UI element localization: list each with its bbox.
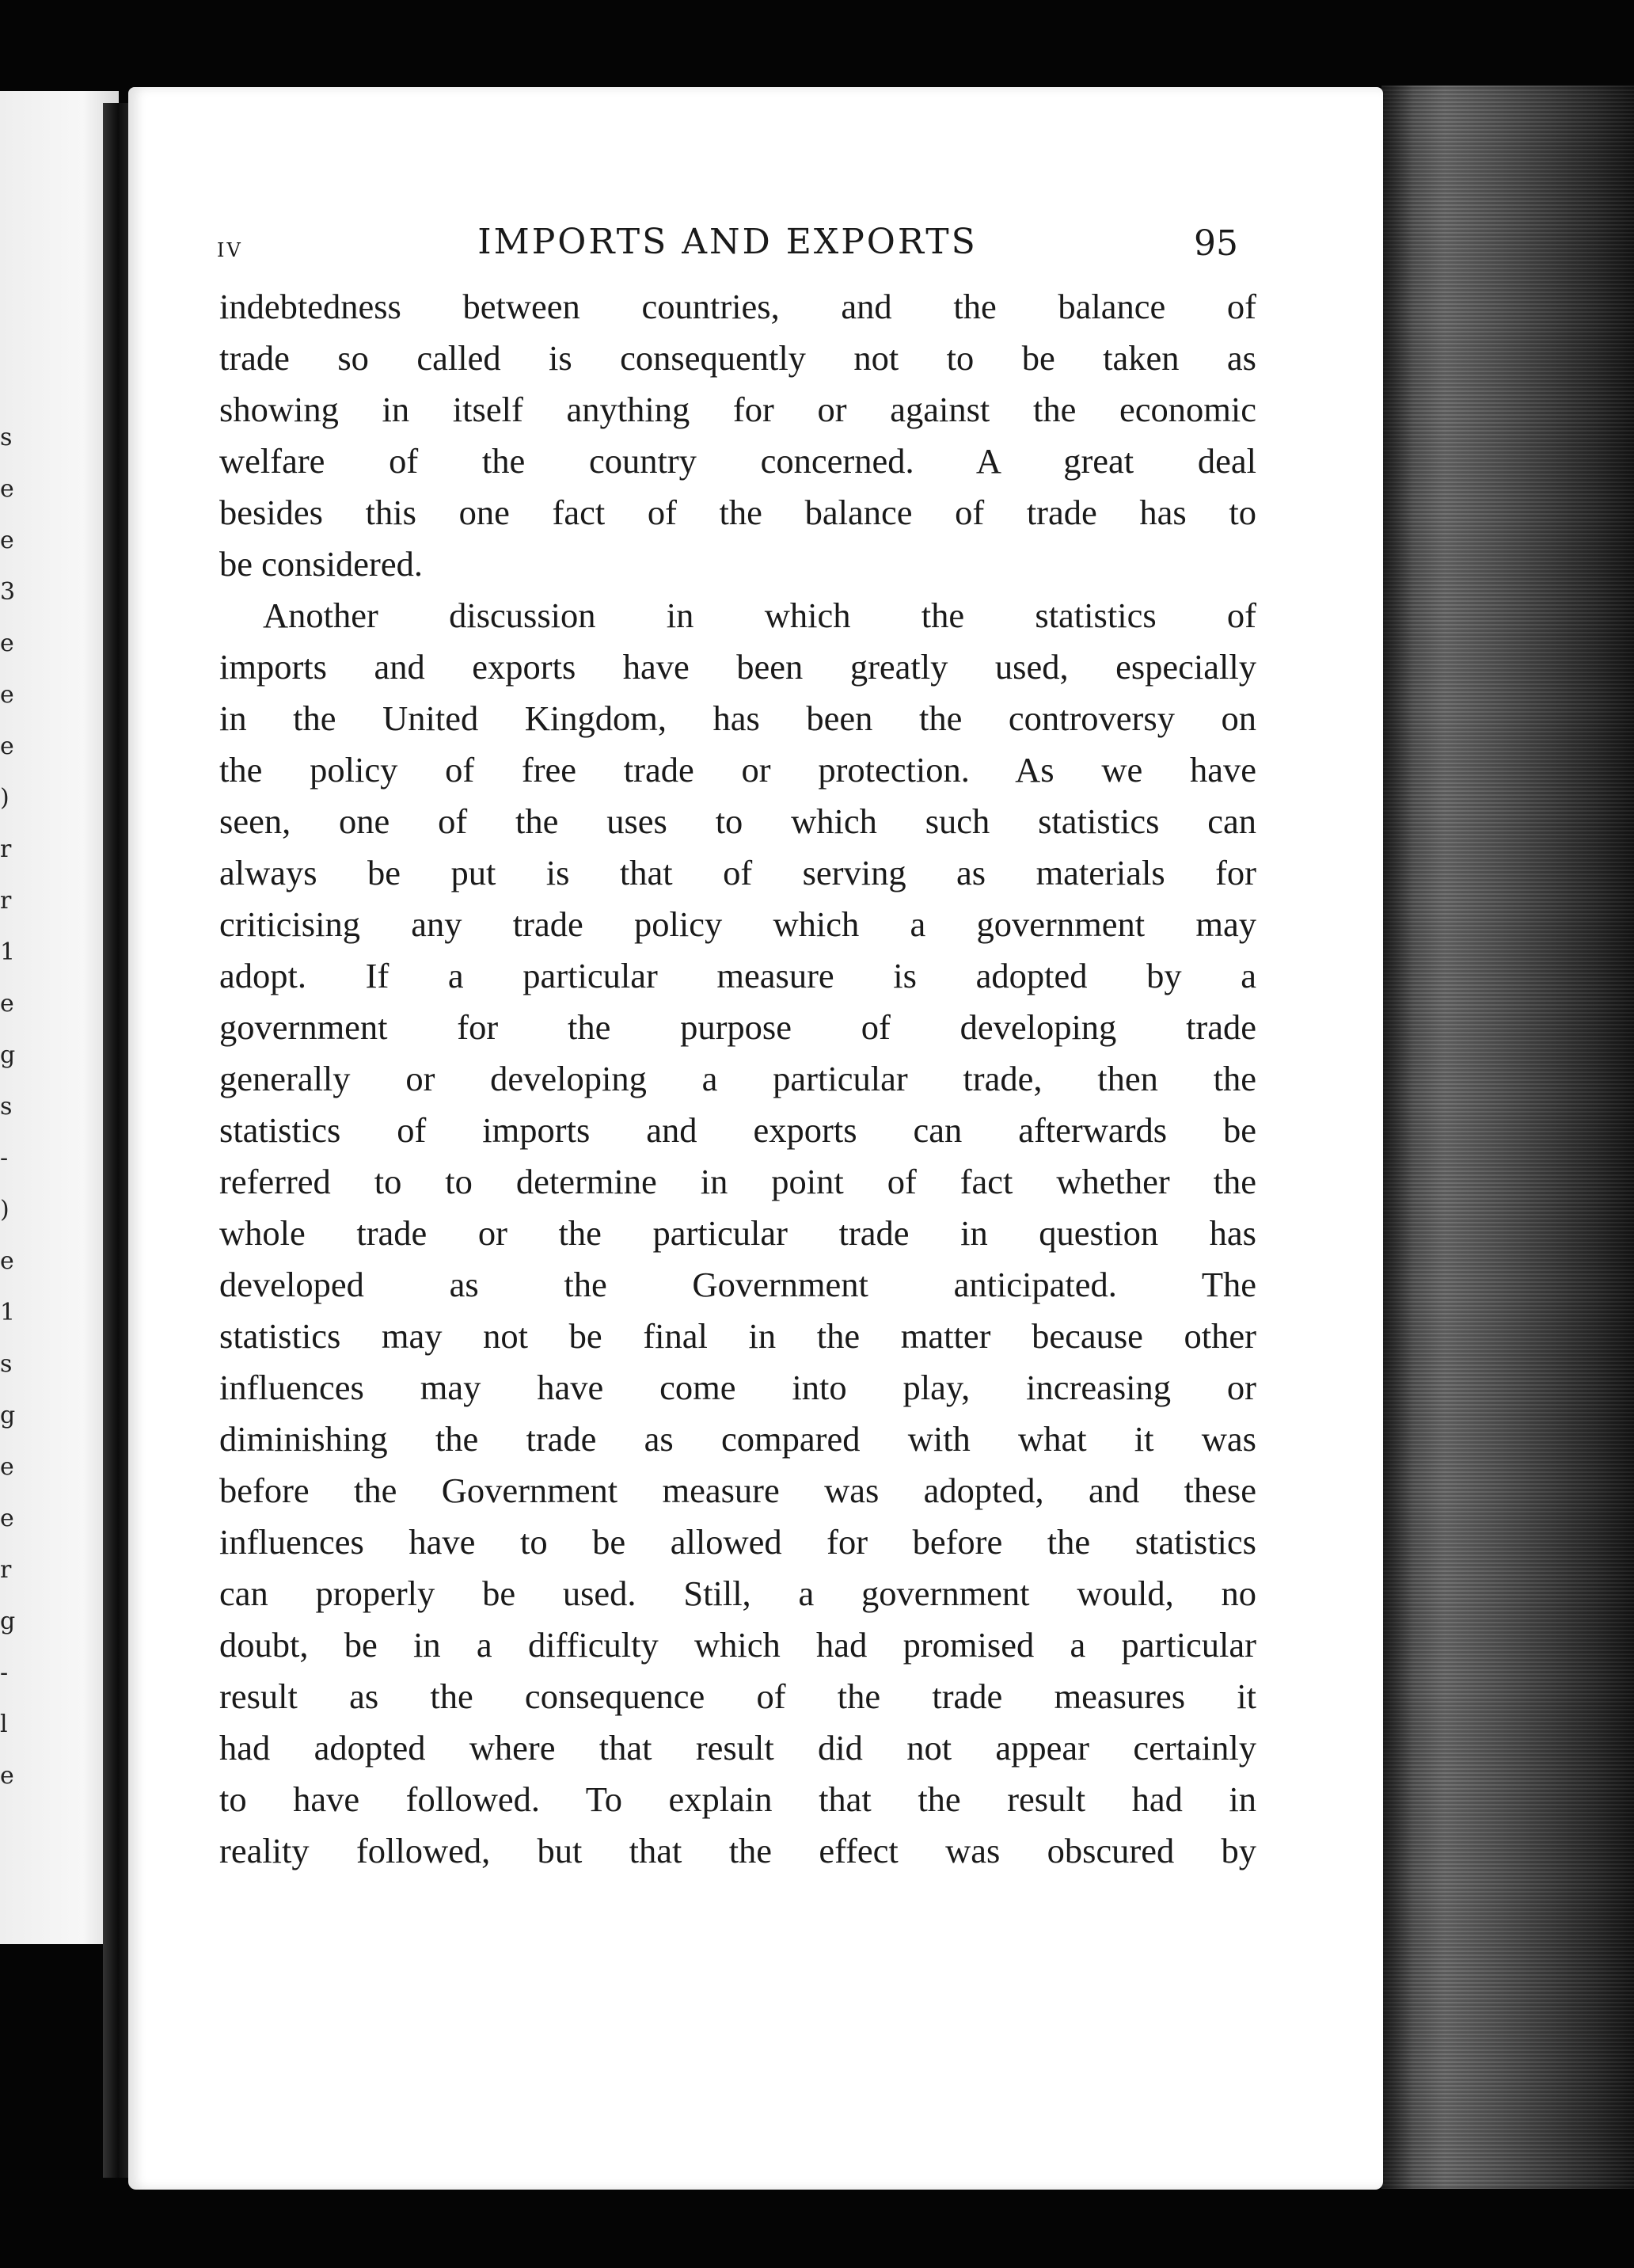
- page-stack-shadow: [1381, 86, 1413, 2189]
- book-page: [128, 87, 1383, 2190]
- body-text: [219, 281, 1256, 1877]
- text-line: result as the consequence of the trade measures it: [219, 1676, 1256, 1716]
- text-line: indebtedness between countries, and the balance of: [219, 287, 1256, 326]
- text-line: doubt, be in a difficulty which had promised a particular: [219, 1625, 1256, 1665]
- fragment: e: [0, 1505, 14, 1532]
- fragment: ): [0, 1196, 10, 1223]
- fragment: ): [0, 784, 10, 812]
- fragment: e: [0, 475, 14, 503]
- fragment: r: [0, 887, 12, 915]
- left-facing-page: [0, 91, 119, 1944]
- text-line: always be put is that of serving as materials for: [219, 853, 1256, 892]
- fragment: e: [0, 1453, 14, 1481]
- fragment: r: [0, 1556, 12, 1584]
- fragment: e: [0, 733, 14, 760]
- page-number: 95: [1194, 223, 1238, 264]
- text-line: statistics of imports and exports can afterwards be: [219, 1110, 1256, 1150]
- fragment: s: [0, 424, 13, 451]
- fragment: 1: [0, 938, 16, 966]
- text-line: the policy of free trade or protection. As we have: [219, 750, 1256, 790]
- fragment: s: [0, 1350, 13, 1378]
- fragment: e: [0, 681, 14, 709]
- fragment: e: [0, 630, 14, 657]
- fragment: e: [0, 527, 14, 554]
- fragment: s: [0, 1093, 13, 1121]
- page-stack-edges: [1381, 86, 1634, 2189]
- text-line: trade so called is consequently not to be taken as: [219, 338, 1256, 378]
- fragment: l: [0, 1711, 8, 1738]
- fragment: g: [0, 1402, 16, 1429]
- text-line: to have followed. To explain that the result had in: [219, 1779, 1256, 1819]
- fragment: e: [0, 990, 14, 1018]
- text-line: before the Government measure was adopted, and these: [219, 1471, 1256, 1510]
- running-title: IMPORTS AND EXPORTS: [477, 222, 978, 262]
- fragment: -: [0, 1144, 9, 1172]
- text-line: referred to to determine in point of fact whether the: [219, 1162, 1256, 1201]
- text-line: developed as the Government anticipated. The: [219, 1265, 1256, 1304]
- fragment: e: [0, 1247, 14, 1275]
- text-line: whole trade or the particular trade in question has: [219, 1213, 1256, 1253]
- text-line: can properly be used. Still, a government would, no: [219, 1574, 1256, 1613]
- left-page-fragments: [0, 412, 16, 1802]
- running-header: [217, 222, 1238, 285]
- text-line: statistics may not be final in the matter because other: [219, 1316, 1256, 1356]
- text-line: had adopted where that result did not appear certainly: [219, 1728, 1256, 1768]
- chapter-number: IV: [217, 239, 243, 261]
- text-line: seen, one of the uses to which such statistics can: [219, 801, 1256, 841]
- text-line: reality followed, but that the effect was obscured by: [219, 1831, 1256, 1870]
- fragment: r: [0, 835, 12, 863]
- fragment: 3: [0, 578, 16, 606]
- fragment: -: [0, 1659, 9, 1687]
- fragment: g: [0, 1608, 16, 1635]
- text-line: adopt. If a particular measure is adopted by a: [219, 956, 1256, 995]
- text-line: generally or developing a particular trade, then the: [219, 1059, 1256, 1098]
- text-line: influences have to be allowed for before the statistics: [219, 1522, 1256, 1562]
- text-line: welfare of the country concerned. A great deal: [219, 441, 1256, 481]
- paragraph-start-line: Another discussion in which the statistics of: [263, 596, 1256, 635]
- text-line: showing in itself anything for or against the economic: [219, 390, 1256, 429]
- text-line: imports and exports have been greatly used, especially: [219, 647, 1256, 687]
- fragment: 1: [0, 1299, 16, 1326]
- text-line: influences may have come into play, increasing or: [219, 1368, 1256, 1407]
- fragment: e: [0, 1762, 14, 1790]
- text-line: diminishing the trade as compared with what it was: [219, 1419, 1256, 1459]
- text-line: government for the purpose of developing trade: [219, 1007, 1256, 1047]
- text-line: besides this one fact of the balance of trade has to: [219, 493, 1256, 532]
- text-line: be considered.: [219, 544, 424, 584]
- text-line: criticising any trade policy which a government may: [219, 904, 1256, 944]
- text-line: in the United Kingdom, has been the controversy on: [219, 698, 1256, 738]
- fragment: g: [0, 1041, 16, 1069]
